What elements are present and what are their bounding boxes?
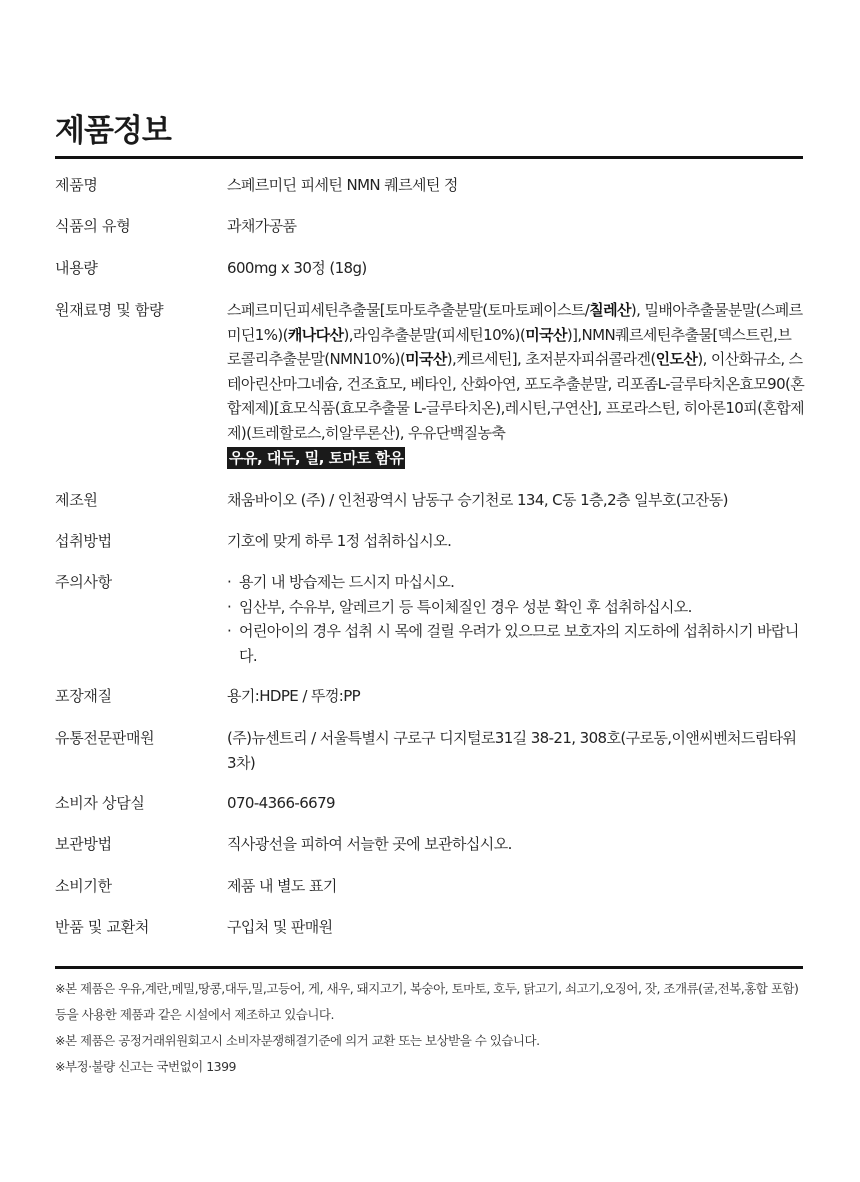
footnote: ※본 제품은 우유,계란,메밀,땅콩,대두,밀,고등어, 게, 새우, 돼지고기, 복숭아, 토마토, 호두, 닭고기, 쇠고기,오징어, 잣, 조개류(굴,전복,홍합 포함) 등을 사용한 제품과 같은 시설에서 제조하고 있습니다. xyxy=(55,981,799,1022)
row-label: 소비기한 xyxy=(55,877,112,895)
list-item xyxy=(227,570,805,595)
row-label: 보관방법 xyxy=(55,835,112,853)
bottom-divider xyxy=(55,966,803,969)
caution-text: 용기 내 방습제는 드시지 마십시오. xyxy=(239,573,455,591)
row-label: 유통전문판매원 xyxy=(55,729,155,747)
bullet: · xyxy=(227,597,232,616)
origin-country: 미국산 xyxy=(525,325,567,344)
caution-text: 임산부, 수유부, 알레르기 등 특이체질인 경우 성분 확인 후 섭취하십시오. xyxy=(239,597,692,616)
origin-country: 인도산 xyxy=(655,350,698,368)
row-value: 기호에 맞게 하루 1정 섭취하십시오. xyxy=(227,532,452,550)
ingredients-text xyxy=(227,301,804,442)
row-value: 070-4366-6679 xyxy=(227,794,336,812)
row-label: 포장재질 xyxy=(55,687,112,705)
bullet: · xyxy=(227,622,232,640)
row-value: (주)뉴센트리 / 서울특별시 구로구 디지털로31길 38-21, 308호(구로동,이앤씨벤처드림타워 3차) xyxy=(227,729,797,772)
caution-text: 어린아이의 경우 섭취 시 목에 걸릴 우려가 있으므로 보호자의 지도하에 섭취하시기 바랍니다. xyxy=(239,622,799,665)
footnote: ※본 제품은 공정거래위원회고시 소비자분쟁해결기준에 의거 교환 또는 보상받을 수 있습니다. xyxy=(55,1033,540,1048)
list-item xyxy=(227,595,805,620)
list-item xyxy=(227,619,805,668)
ingredient-segment: ), 이산화규소, 스테아린산마그네슘, 건조효모, 베타인, 산화아연, 포도추출분말, 리포좀L-글루타치온효모90(혼합제제)[효모식품(효모추출물 L-글루타치온),레시틴,구연산], 프로라스틴, 히아론10피(혼합제제)(트레할로스,히알루론산), 우유단백질농축 xyxy=(227,350,805,442)
row-value: 과채가공품 xyxy=(227,217,297,235)
row-value: 600mg x 30정 (18g) xyxy=(227,259,367,277)
row-label: 섭취방법 xyxy=(55,532,112,550)
origin-country: 캐나다산 xyxy=(287,325,344,344)
row-value: 채움바이오 (주) / 인천광역시 남동구 승기천로 134, C동 1층,2층 일부호(고잔동) xyxy=(227,491,728,509)
page-title: 제품정보 xyxy=(55,113,171,149)
row-label: 내용량 xyxy=(55,259,98,277)
footnote: ※부정·불량 신고는 국번없이 1399 xyxy=(55,1059,237,1074)
allergy-badge: 우유, 대두, 밀, 토마토 함유 xyxy=(229,449,404,467)
row-value: 제품 내 별도 표기 xyxy=(227,877,337,895)
row-label: 원재료명 및 함량 xyxy=(55,301,164,319)
origin-country: 칠레산 xyxy=(589,301,631,319)
ingredient-segment: ),라임추출분말(피세틴10%)( xyxy=(343,325,526,344)
bullet: · xyxy=(227,573,232,591)
row-label: 식품의 유형 xyxy=(55,217,131,235)
origin-country: 미국산 xyxy=(405,350,447,368)
row-label: 반품 및 교환처 xyxy=(55,918,150,936)
ingredient-segment: )],NMN퀘르세틴추출물[덱스트린,브로콜리추출분말(NMN10%)( xyxy=(227,325,792,368)
row-value: 스페르미딘 피세틴 NMN 퀘르세틴 정 xyxy=(227,176,458,194)
row-label: 주의사항 xyxy=(55,573,112,591)
row-value: 용기:HDPE / 뚜껑:PP xyxy=(227,687,361,705)
row-value xyxy=(227,298,805,471)
row-value: 구입처 및 판매원 xyxy=(227,918,333,936)
ingredient-segment: ),케르세틴], 초저분자피쉬콜라겐( xyxy=(446,350,656,368)
row-value: 직사광선을 피하여 서늘한 곳에 보관하십시오. xyxy=(227,835,512,853)
row-label: 제품명 xyxy=(55,176,98,194)
row-label: 소비자 상담실 xyxy=(55,794,145,812)
footnotes xyxy=(55,976,805,1080)
row-label: 제조원 xyxy=(55,491,98,509)
ingredient-segment: ), 밀배아추출물분말(스페르미딘1%)( xyxy=(227,301,803,344)
row-value xyxy=(227,570,805,668)
ingredient-segment: 스페르미딘피세틴추출물[토마토추출분말(토마토페이스트/ xyxy=(227,301,590,319)
top-divider xyxy=(55,156,803,159)
